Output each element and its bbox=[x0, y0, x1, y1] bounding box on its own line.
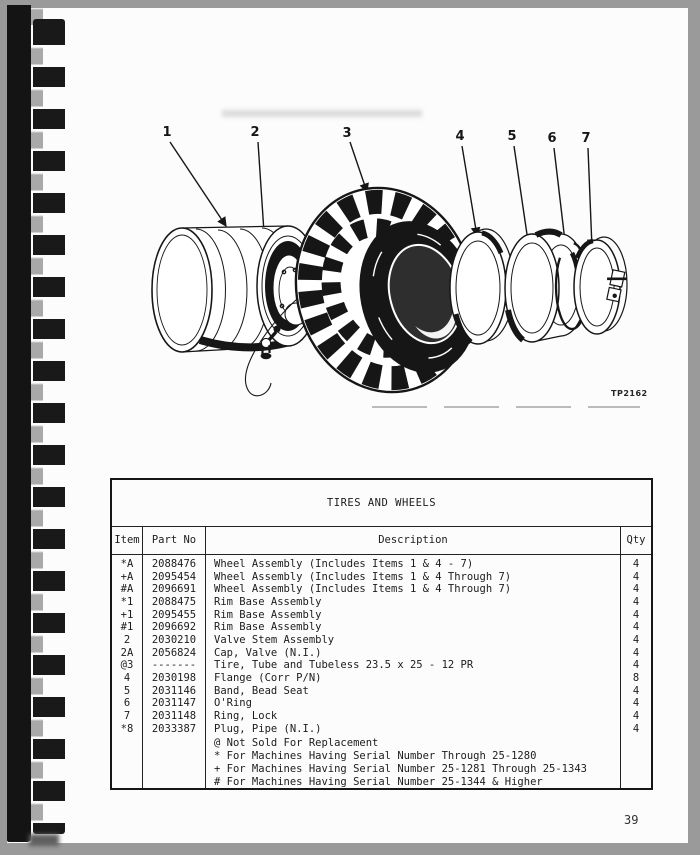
row-item: +A bbox=[120, 570, 134, 583]
header-description: Description bbox=[206, 527, 620, 555]
figure-code: TP2162 bbox=[611, 389, 648, 398]
row-item: @3 bbox=[120, 659, 134, 672]
row-item: 5 bbox=[123, 684, 131, 697]
row-qty: 4 bbox=[632, 709, 640, 722]
parts-table bbox=[110, 478, 653, 790]
row-description: Wheel Assembly (Includes Items 1 & 4 - 7) bbox=[214, 558, 474, 570]
column-qty bbox=[621, 527, 651, 788]
page-number: 39 bbox=[624, 813, 639, 827]
row-part-no: 2030198 bbox=[151, 671, 197, 684]
row-item: 2 bbox=[123, 633, 131, 646]
row-qty: 4 bbox=[632, 722, 640, 735]
column-part-no bbox=[143, 527, 206, 788]
row-part-no: ------- bbox=[151, 659, 197, 672]
column-description bbox=[206, 527, 621, 788]
callout-5: 5 bbox=[507, 129, 517, 144]
row-description: Tire, Tube and Tubeless 23.5 x 25 - 12 PR bbox=[214, 659, 474, 672]
row-description: Cap, Valve (N.I.) bbox=[214, 646, 322, 659]
footnote: @ Not Sold For Replacement bbox=[214, 737, 379, 750]
callout-7: 7 bbox=[581, 131, 591, 146]
header-part-no: Part No bbox=[143, 527, 205, 555]
row-item: *A bbox=[120, 558, 134, 570]
row-item: 4 bbox=[123, 671, 131, 684]
row-qty: 4 bbox=[632, 558, 640, 570]
row-qty: 4 bbox=[632, 633, 640, 646]
callout-6: 6 bbox=[547, 131, 557, 146]
column-item bbox=[112, 527, 143, 788]
row-description: Valve Stem Assembly bbox=[214, 633, 335, 646]
footnote: * For Machines Having Serial Number Through 25-1280 bbox=[214, 750, 537, 763]
row-description: Rim Base Assembly bbox=[214, 621, 322, 634]
row-qty: 4 bbox=[632, 570, 640, 583]
row-part-no: 2033387 bbox=[151, 722, 197, 735]
row-description: Flange (Corr P/N) bbox=[214, 671, 322, 684]
row-item: 2A bbox=[120, 646, 134, 659]
row-item: #1 bbox=[120, 621, 134, 634]
row-qty: 8 bbox=[632, 671, 640, 684]
comb-binding-spine bbox=[7, 5, 31, 842]
row-item: *1 bbox=[120, 595, 134, 608]
footnote: # For Machines Having Serial Number 25-1344 & Higher bbox=[214, 776, 543, 788]
row-description: Wheel Assembly (Includes Items 1 & 4 Through 7) bbox=[214, 583, 512, 596]
comb-binding-shadow bbox=[29, 834, 59, 846]
header-item: Item bbox=[112, 527, 142, 555]
callout-3: 3 bbox=[342, 126, 352, 141]
row-part-no: 2096691 bbox=[151, 583, 197, 596]
comb-binding-teeth bbox=[33, 19, 65, 834]
row-description: Band, Bead Seat bbox=[214, 684, 309, 697]
header-qty: Qty bbox=[621, 527, 651, 555]
row-qty: 4 bbox=[632, 659, 640, 672]
row-description: Plug, Pipe (N.I.) bbox=[214, 722, 322, 735]
row-part-no: 2088476 bbox=[151, 558, 197, 570]
row-part-no: 2088475 bbox=[151, 595, 197, 608]
callout-2: 2 bbox=[250, 125, 260, 140]
row-item: 7 bbox=[123, 709, 131, 722]
diagram-baseline bbox=[372, 406, 640, 408]
row-qty: 4 bbox=[632, 595, 640, 608]
table-title: TIRES AND WHEELS bbox=[112, 480, 651, 527]
row-part-no: 2030210 bbox=[151, 633, 197, 646]
row-item: #A bbox=[120, 583, 134, 596]
row-item: 6 bbox=[123, 697, 131, 710]
row-qty: 4 bbox=[632, 646, 640, 659]
row-qty: 4 bbox=[632, 621, 640, 634]
row-part-no: 2096692 bbox=[151, 621, 197, 634]
row-part-no: 2031147 bbox=[151, 697, 197, 710]
row-part-no: 2095455 bbox=[151, 608, 197, 621]
callout-1: 1 bbox=[162, 125, 172, 140]
row-item: +1 bbox=[120, 608, 134, 621]
callout-4: 4 bbox=[455, 129, 465, 144]
row-qty: 4 bbox=[632, 608, 640, 621]
row-qty: 4 bbox=[632, 583, 640, 596]
row-part-no: 2031146 bbox=[151, 684, 197, 697]
row-qty: 4 bbox=[632, 697, 640, 710]
row-part-no: 2056824 bbox=[151, 646, 197, 659]
rim-base-drawing bbox=[152, 226, 319, 352]
row-description: Wheel Assembly (Includes Items 1 & 4 Through 7) bbox=[214, 570, 512, 583]
lock-ring-drawing bbox=[574, 237, 628, 334]
row-description: Rim Base Assembly bbox=[214, 595, 322, 608]
row-item: *8 bbox=[120, 722, 134, 735]
footnote: + For Machines Having Serial Number 25-1281 Through 25-1343 bbox=[214, 763, 587, 776]
row-part-no: 2095454 bbox=[151, 570, 197, 583]
row-description: O'Ring bbox=[214, 697, 252, 710]
row-description: Ring, Lock bbox=[214, 709, 278, 722]
exploded-parts-diagram bbox=[120, 100, 680, 440]
row-description: Rim Base Assembly bbox=[214, 608, 322, 621]
table-footnotes bbox=[206, 735, 620, 788]
comb-binding bbox=[7, 5, 67, 842]
row-part-no: 2031148 bbox=[151, 709, 197, 722]
row-qty: 4 bbox=[632, 684, 640, 697]
